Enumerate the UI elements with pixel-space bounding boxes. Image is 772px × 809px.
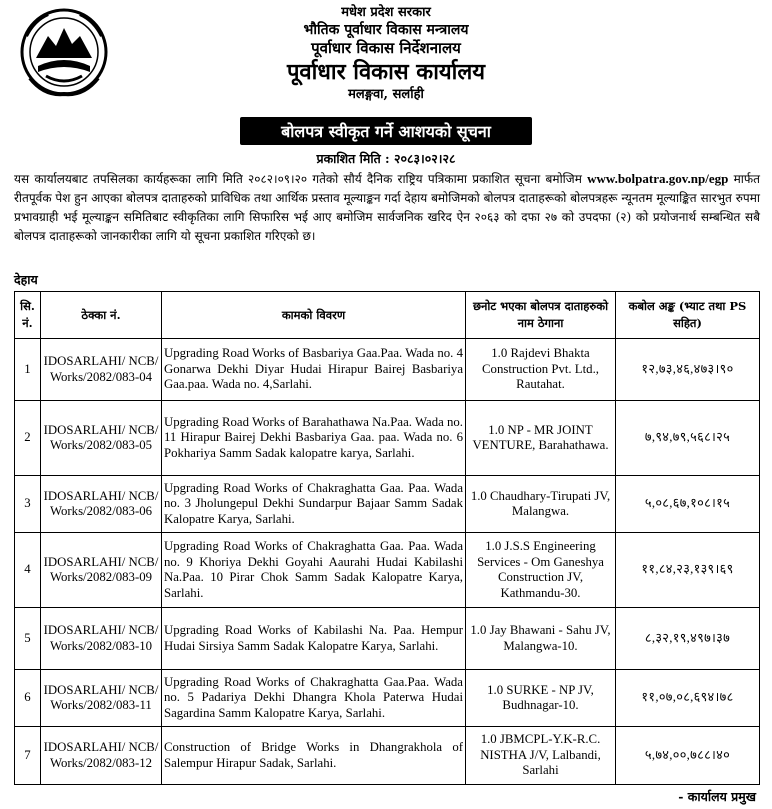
row-contract: IDOSARLAHI/ NCB/ Works/2082/083-05 bbox=[41, 401, 162, 476]
row-amount: ११,८४,२३,१३९।६९ bbox=[616, 533, 760, 608]
body-part-1: यस कार्यालयबाट तपसिलका कार्यहरूका लागि मिति २०८२।०९।२० गतेको सौर्य दैनिक राष्ट्रिय पत्रिकामा प्रकाशित सूचना बमोजिम bbox=[14, 172, 588, 186]
row-contract: IDOSARLAHI/ NCB/ Works/2082/083-06 bbox=[41, 476, 162, 533]
row-bidder: 1.0 Rajdevi Bhakta Construction Pvt. Ltd., Rautahat. bbox=[466, 339, 616, 401]
row-contract: IDOSARLAHI/ NCB/ Works/2082/083-11 bbox=[41, 670, 162, 727]
table-row bbox=[15, 401, 760, 476]
col-header-description: कामको विवरण bbox=[162, 292, 466, 339]
office-header bbox=[130, 4, 642, 103]
row-sn: 7 bbox=[15, 727, 41, 785]
row-description: Upgrading Road Works of Basbariya Gaa.Paa. Wada no. 4 Gonarwa Dekhi Diyar Hudai Hirapur Bairej Basbariya Gaa.paa. Wada no. 4,Sarlahi. bbox=[162, 339, 466, 401]
office-address: मलङ्गवा, सर्लाही bbox=[348, 87, 424, 102]
row-sn: 6 bbox=[15, 670, 41, 727]
province-government: मधेश प्रदेश सरकार bbox=[341, 5, 431, 20]
row-amount: १२,७३,४६,४७३।९० bbox=[616, 339, 760, 401]
row-sn: 4 bbox=[15, 533, 41, 608]
row-contract: IDOSARLAHI/ NCB/ Works/2082/083-12 bbox=[41, 727, 162, 785]
egp-link[interactable]: www.bolpatra.gov.np/egp bbox=[587, 171, 729, 186]
table-row bbox=[15, 533, 760, 608]
body-part-2: मार्फत रीतपूर्वक पेश हुन आएका बोलपत्र दाताहरुको प्राविधिक तथा आर्थिक प्रस्ताव मूल्याङ्कन गर्दा देहाय बमोजिमको बोलपत्र दाताहरूको बोलपत्रहरू न्यूनतम मूल्याङ्कित सारभुत रुपमा प्रभावग्राही भई मूल्याङ्कन समितिबाट स्वीकृतिका लागि सिफारिस भई आए बमोजिम सार्वजनिक खरिद ऐन २०६३ को दफा २७ को उपदफा (२) को प्रयोजनार्थ सम्बन्धित सबै बोलपत्र दाताहरूको जानकारीका लागि यो सूचना प्रकाशित गरिएको छ। bbox=[14, 172, 760, 243]
schedule-label: देहाय bbox=[14, 272, 38, 287]
row-description: Upgrading Road Works of Kabilashi Na. Paa. Hempur Hudai Sirsiya Samm Sadak Kalopatre Karya, Sarlahi. bbox=[162, 608, 466, 670]
col-header-bidder: छनोट भएका बोलपत्र दाताहरुको नाम ठेगाना bbox=[466, 292, 616, 339]
row-bidder: 1.0 SURKE - NP JV, Budhnagar-10. bbox=[466, 670, 616, 727]
row-bidder: 1.0 NP - MR JOINT VENTURE, Barahathawa. bbox=[466, 401, 616, 476]
col-header-amount: कबोल अङ्क (भ्याट तथा PS सहित) bbox=[616, 292, 760, 339]
table-row bbox=[15, 608, 760, 670]
notice-body bbox=[14, 169, 760, 246]
row-description: Upgrading Road Works of Chakraghatta Gaa. Paa. Wada no. 9 Khoriya Dekhi Goyahi Aaurahi Hudai Kabilashi Na.Paa. 10 Pirar Chok Samm Sadak Kalopatre Karya, Sarlahi. bbox=[162, 533, 466, 608]
notice-title: बोलपत्र स्वीकृत गर्ने आशयको सूचना bbox=[240, 117, 532, 145]
row-description: Upgrading Road Works of Chakraghatta Gaa. Paa. Wada no. 3 Jholungepul Dekhi Sundarpur Bajaar Samm Sadak Kalopatre Karya, Sarlahi. bbox=[162, 476, 466, 533]
table-row bbox=[15, 339, 760, 401]
col-header-contract: ठेक्का नं. bbox=[41, 292, 162, 339]
published-date: प्रकाशित मिति : २०८३।०२।२८ bbox=[316, 151, 456, 166]
row-contract: IDOSARLAHI/ NCB/ Works/2082/083-10 bbox=[41, 608, 162, 670]
directorate-name: पूर्वाधार विकास निर्देशनालय bbox=[311, 39, 461, 57]
row-amount: ८,३२,१९,४९७।३७ bbox=[616, 608, 760, 670]
accepted-bids-table bbox=[14, 291, 760, 785]
table-row bbox=[15, 670, 760, 727]
row-sn: 3 bbox=[15, 476, 41, 533]
row-description: Upgrading Road Works of Chakraghatta Gaa.Paa. Wada no. 5 Padariya Dekhi Dhangra Khola Paterwa Hudai Sagardina Samm Kalopatre Karya, Sarlahi. bbox=[162, 670, 466, 727]
row-description: Construction of Bridge Works in Dhangrakhola of Salempur Hirapur Sadak, Sarlahi. bbox=[162, 727, 466, 785]
row-sn: 2 bbox=[15, 401, 41, 476]
row-bidder: 1.0 JBMCPL-Y.K-R.C. NISTHA J/V, Lalbandi, Sarlahi bbox=[466, 727, 616, 785]
row-contract: IDOSARLAHI/ NCB/ Works/2082/083-04 bbox=[41, 339, 162, 401]
table-header-row bbox=[15, 292, 760, 339]
row-description: Upgrading Road Works of Barahathawa Na.Paa. Wada no. 11 Hirapur Bairej Dekhi Basbariya Gaa. paa. Wada no. 6 Pokhariya Samm Sadak kalopatre karya, Sarlahi. bbox=[162, 401, 466, 476]
row-amount: ११,०७,०८,६९४।७८ bbox=[616, 670, 760, 727]
office-chief-signature: - कार्यालय प्रमुख bbox=[678, 789, 756, 804]
table-row bbox=[15, 727, 760, 785]
row-amount: ५,७४,००,७८८।४० bbox=[616, 727, 760, 785]
row-sn: 1 bbox=[15, 339, 41, 401]
table-row bbox=[15, 476, 760, 533]
row-contract: IDOSARLAHI/ NCB/ Works/2082/083-09 bbox=[41, 533, 162, 608]
row-amount: ५,०८,६७,१०८।१५ bbox=[616, 476, 760, 533]
col-header-sn: सि. नं. bbox=[15, 292, 41, 339]
row-sn: 5 bbox=[15, 608, 41, 670]
office-name: पूर्वाधार विकास कार्यालय bbox=[286, 59, 486, 85]
ministry-name: भौतिक पूर्वाधार विकास मन्त्रालय bbox=[303, 22, 469, 38]
row-bidder: 1.0 J.S.S Engineering Services - Om Ganeshya Construction JV, Kathmandu-30. bbox=[466, 533, 616, 608]
row-bidder: 1.0 Jay Bhawani - Sahu JV, Malangwa-10. bbox=[466, 608, 616, 670]
nepal-government-emblem-icon bbox=[16, 6, 112, 98]
row-bidder: 1.0 Chaudhary-Tirupati JV, Malangwa. bbox=[466, 476, 616, 533]
row-amount: ७,९४,७९,५६८।२५ bbox=[616, 401, 760, 476]
